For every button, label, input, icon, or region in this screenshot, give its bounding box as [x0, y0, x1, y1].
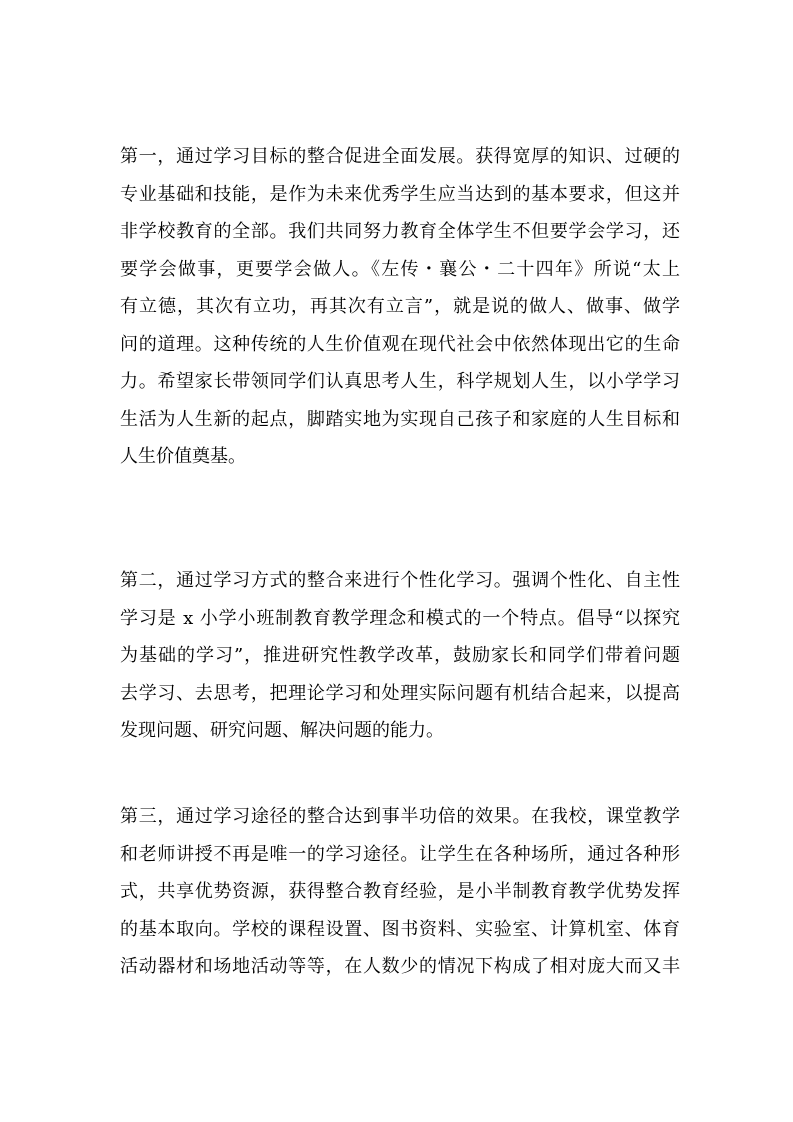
text-line: 生活为人生新的起点，脚踏实地为实现自己孩子和家庭的人生目标和 — [120, 408, 680, 430]
text-line: 非学校教育的全部。我们共同努力教育全体学生不但要学会学习，还 — [120, 221, 680, 242]
text-line: 的基本取向。学校的课程设置、图书资料、实验室、计算机室、体育 — [120, 918, 680, 940]
text-line: 第一，通过学习目标的整合促进全面发展。获得宽厚的知识、过硬的 — [120, 146, 680, 167]
text-line: 为基础的学习”，推进研究性教学改革，鼓励家长和同学们带着问题 — [120, 645, 680, 666]
text-line: 式，共享优势资源，获得整合教育经验，是小半制教育教学优势发挥 — [120, 881, 680, 902]
text-line: 人生价值奠基。 — [120, 446, 246, 467]
text-line: 问的道理。这种传统的人生价值观在现代社会中依然体现出它的生命 — [120, 333, 680, 355]
text-line: 专业基础和技能，是作为未来优秀学生应当达到的基本要求，但这并 — [120, 183, 680, 205]
text-line: 发现问题、研究问题、解决问题的能力。 — [120, 720, 444, 741]
text-line: 学习是 x 小学小班制教育教学理念和模式的一个特点。倡导“以探究 — [120, 607, 680, 629]
text-line: 去学习、去思考，把理论学习和处理实际问题有机结合起来，以提高 — [120, 682, 680, 704]
paragraph-pathway-integration — [120, 798, 680, 986]
text-line: 和老师讲授不再是唯一的学习途径。让学生在各种场所，通过各种形 — [120, 843, 680, 865]
paragraph-goal-integration — [120, 138, 680, 476]
text-line: 第三，通过学习途径的整合达到事半功倍的效果。在我校，课堂教学 — [120, 806, 680, 827]
text-line: 第二，通过学习方式的整合来进行个性化学习。强调个性化、自主性 — [120, 570, 680, 591]
text-line: 力。希望家长带领同学们认真思考人生，科学规划人生，以小学学习 — [120, 371, 680, 392]
text-line: 有立德，其次有立功，再其次有立言”，就是说的做人、做事、做学 — [120, 296, 680, 317]
text-line: 要学会做事，更要学会做人。《左传・襄公・二十四年》所说“太上 — [120, 258, 680, 280]
paragraph-method-integration — [120, 562, 680, 750]
text-line: 活动器材和场地活动等等，在人数少的情况下构成了相对庞大而又丰 — [120, 956, 680, 977]
